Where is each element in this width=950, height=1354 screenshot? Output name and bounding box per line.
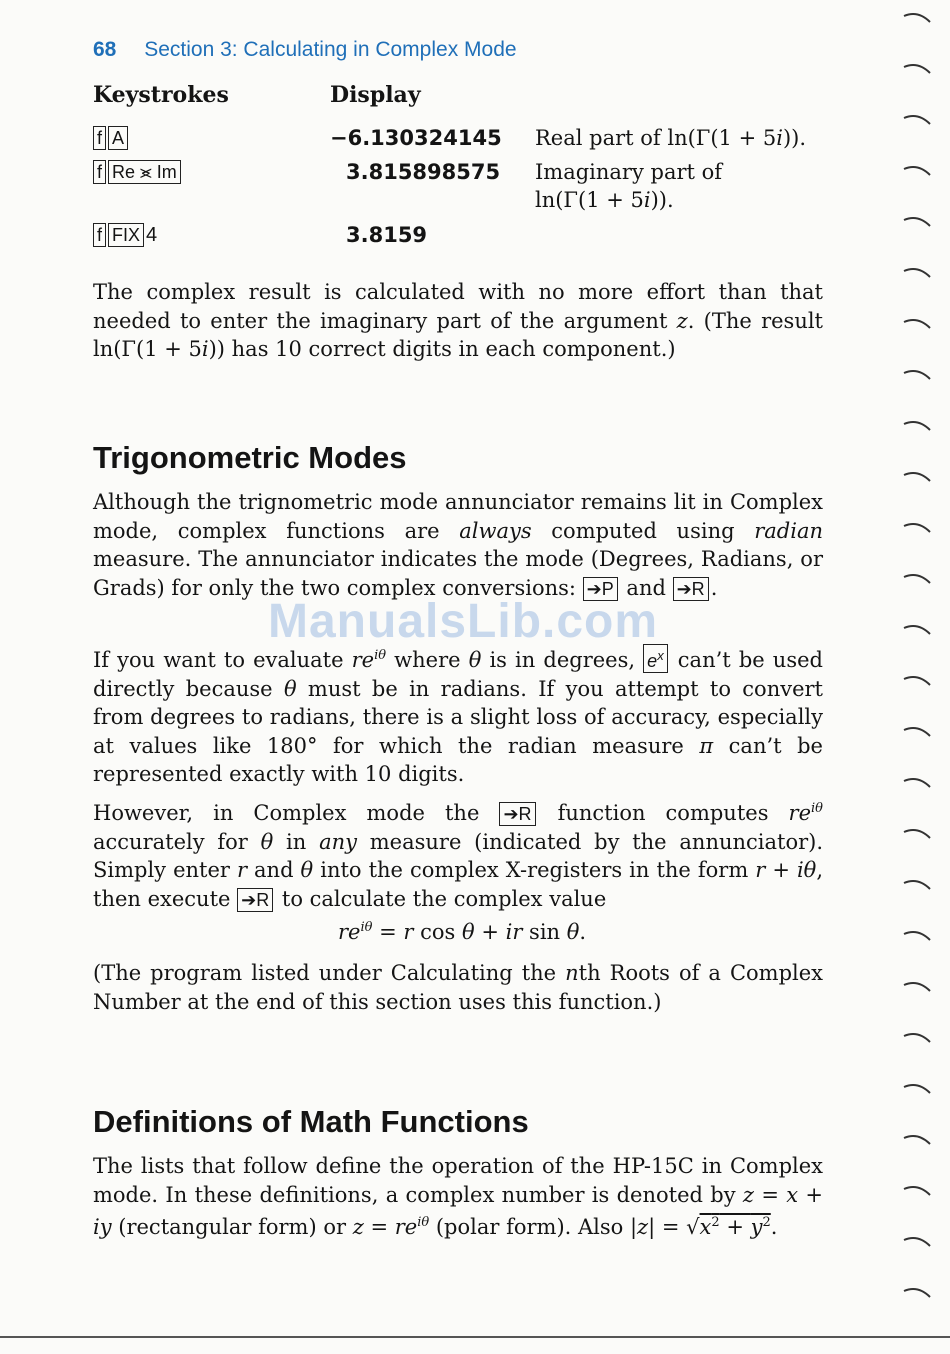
- description-2: Imaginary part of ln(Γ(1 + 5i)).: [535, 160, 723, 212]
- key-to-rect: ➔R: [237, 888, 273, 912]
- formula: $re^{i\theta} = r$ cos θ + ir sin θ.: [338, 920, 587, 944]
- description-1: Real part of ln(Γ(1 + 5i)).: [535, 126, 807, 150]
- keystroke-row-2: [93, 160, 183, 184]
- key-to-polar: ➔P: [583, 577, 618, 601]
- paragraph-r-function: However, in Complex mode the ➔R function computes $re^{i\theta}$ accurately for θ in any measure (indicated by the annunciator). Simply enter r and θ into the complex X-registers in the form r + iθ, then execute ➔R to calculate the complex value: [93, 801, 824, 911]
- paragraph-evaluate-degrees: If you want to evaluate $re^{i\theta}$ where θ is in degrees, $e^x$ can’t be used directly because θ must be in radians. If you attempt to convert from degrees to radians, there is a slight loss of accuracy, especially at values like 180° for which the radian measure π can’t be represented exactly with 10 digits.: [93, 642, 823, 789]
- page-bottom-rule: [0, 1336, 950, 1338]
- key-a: A: [108, 126, 128, 150]
- keystroke-row-1: [93, 126, 130, 150]
- keystroke-row-3: [93, 223, 157, 247]
- display-column-header: Display: [330, 82, 421, 108]
- key-fix: FIX: [108, 223, 144, 247]
- key-digit: 4: [146, 224, 158, 246]
- key-to-rect: ➔R: [499, 802, 535, 826]
- key-to-rect: ➔R: [673, 577, 709, 601]
- key-e-x: $e^x$: [643, 644, 668, 673]
- display-value-3: 3.8159: [346, 223, 428, 247]
- key-f: f: [93, 160, 106, 184]
- page-number: 68: [93, 38, 117, 61]
- paragraph-program-note: (The program listed under Calculating the nth Roots of a Complex Number at the end of this section uses this function.): [93, 961, 823, 1014]
- paragraph-annunciator: Although the trignometric mode annunciator remains lit in Complex mode, complex functions are always computed using radian measure. The annunciator indicates the mode (Degrees, Radians, or Grads) for only the two complex conversions: ➔P and ➔R .: [93, 490, 823, 600]
- key-f: f: [93, 126, 106, 150]
- watermark: ManualsLib.com: [268, 595, 659, 648]
- heading-definitions: Definitions of Math Functions: [93, 1104, 529, 1139]
- keystrokes-column-header: Keystrokes: [93, 82, 229, 108]
- paragraph-complex-result: The complex result is calculated with no more effort than that needed to enter the imaginary part of the argument z. (The result ln(Γ(1 + 5i)) has 10 correct digits in each component.): [93, 280, 823, 361]
- display-value-2: 3.815898575: [346, 160, 501, 184]
- key-re-im: Re ⪤ Im: [108, 160, 181, 184]
- key-f: f: [93, 223, 106, 247]
- heading-trigonometric-modes: Trigonometric Modes: [93, 440, 407, 475]
- page-header: [93, 38, 517, 62]
- paragraph-definitions: The lists that follow define the operation of the HP-15C in Complex mode. In these definitions, a complex number is denoted by z = x + iy (rectangular form) or $z = re^{i\theta}$ (polar form). Also $|z| = √x^2 + y^2$.: [93, 1154, 824, 1239]
- display-value-1: −6.130324145: [330, 126, 502, 150]
- section-title: Section 3: Calculating in Complex Mode: [144, 38, 517, 61]
- spiral-binding: [902, 0, 932, 1320]
